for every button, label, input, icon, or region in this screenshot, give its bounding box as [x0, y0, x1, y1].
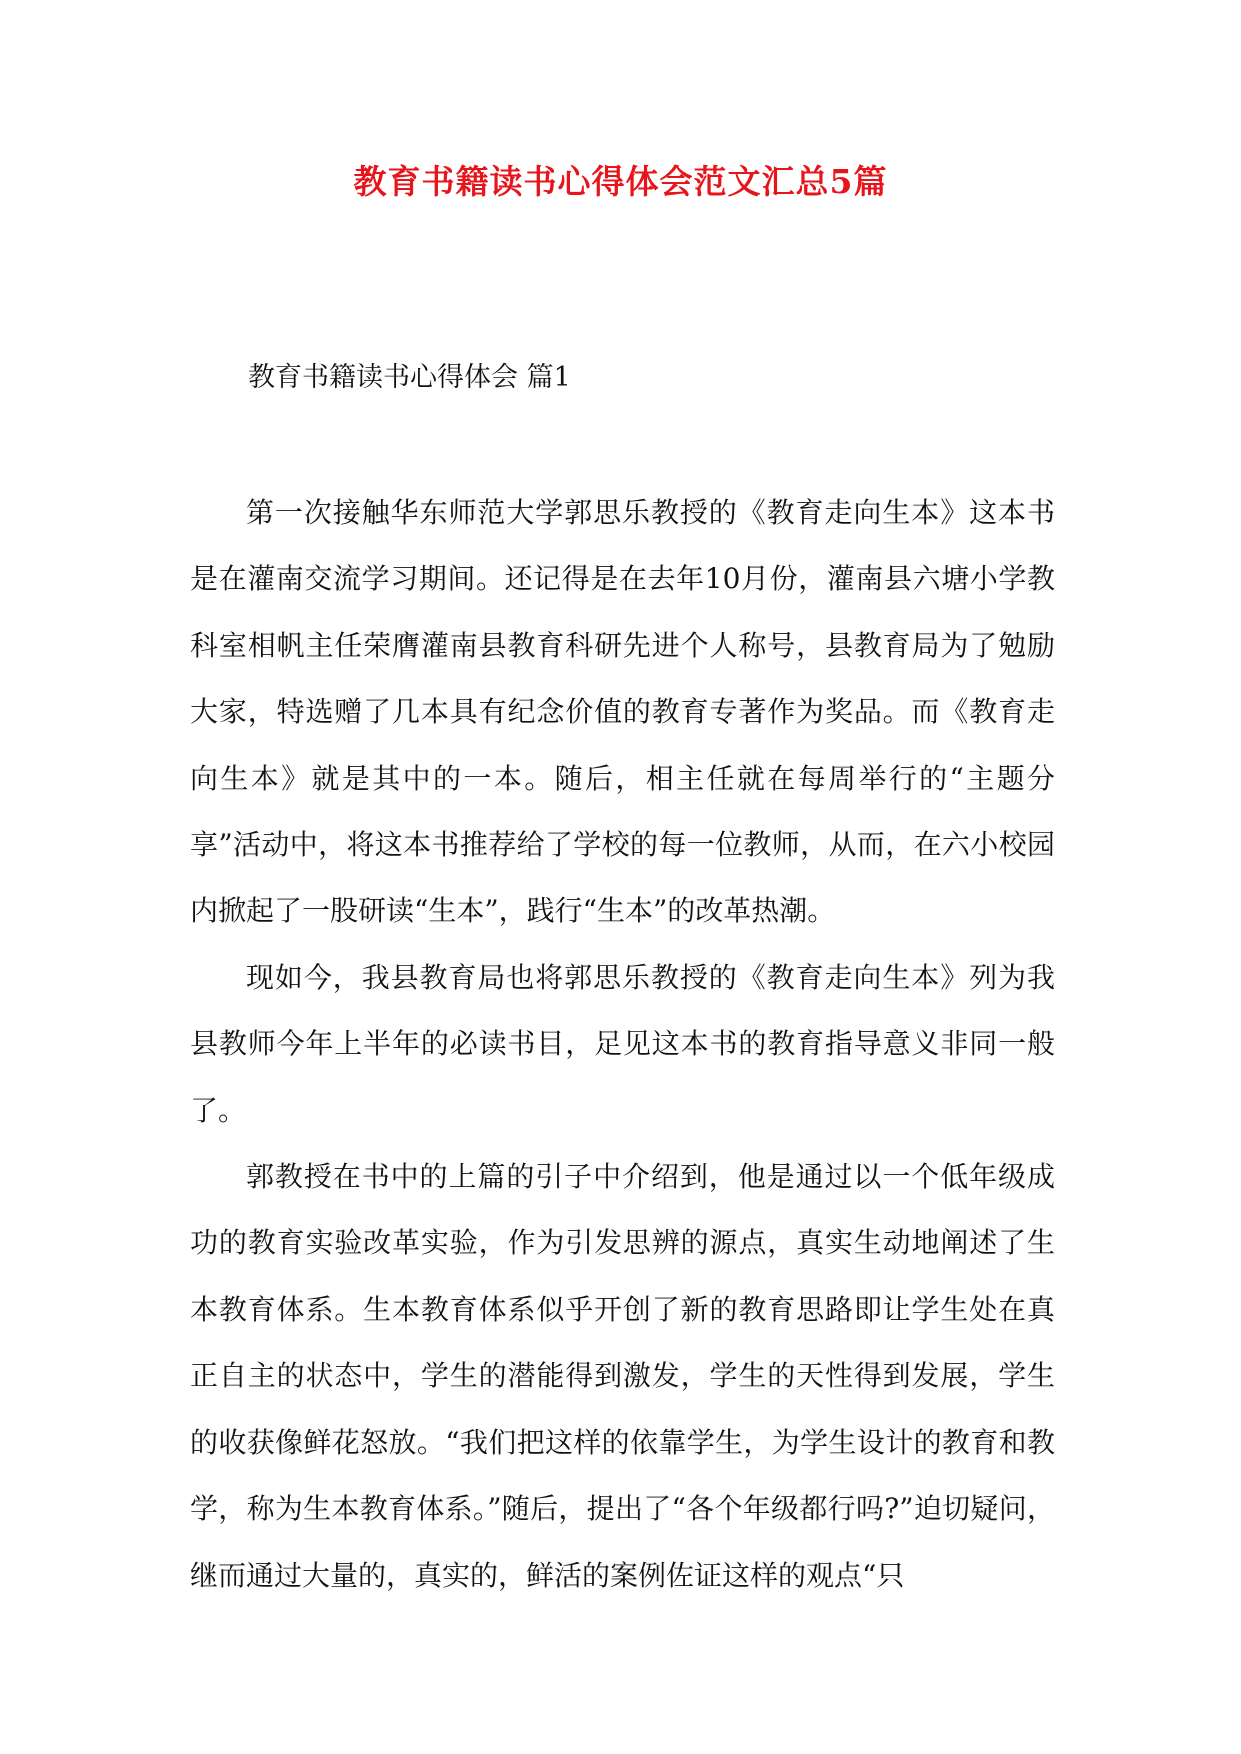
document-title: 教育书籍读书心得体会范文汇总5篇	[353, 162, 888, 201]
section-heading: 教育书籍读书心得体会 篇1	[248, 362, 571, 393]
paragraph-1: 第一次接触华东师范大学郭思乐教授的《教育走向生本》这本书是在灌南交流学习期间。还记得是在去年10月份，灌南县六塘小学教科室相帆主任荣膺灌南县教育科研先进个人称号，县教育局为了勉励大家，特选赠了几本具有纪念价值的教育专著作为奖品。而《教育走向生本》就是其中的一本。随后，相主任就在每周举行的“主题分享”活动中，将这本书推荐给了学校的每一位教师，从而，在六小校园内掀起了一股研读“生本”，践行“生本”的改革热潮。	[190, 496, 1055, 928]
body-text	[190, 480, 1055, 1609]
paragraph-2: 现如今，我县教育局也将郭思乐教授的《教育走向生本》列为我县教师今年上半年的必读书目，足见这本书的教育指导意义非同一般了。	[190, 960, 1055, 1127]
paragraph-3: 郭教授在书中的上篇的引子中介绍到，他是通过以一个低年级成功的教育实验改革实验，作为引发思辨的源点，真实生动地阐述了生本教育体系。生本教育体系似乎开创了新的教育思路即让学生处在真正自主的状态中，学生的潜能得到激发，学生的天性得到发展，学生的收获像鲜花怒放。“我们把这样的依靠学生，为学生设计的教育和教学，称为生本教育体系。”随后，提出了“各个年级都行吗?”迫切疑问，继而通过大量的，真实的，鲜活的案例佐证这样的观点“只	[190, 1160, 1055, 1592]
